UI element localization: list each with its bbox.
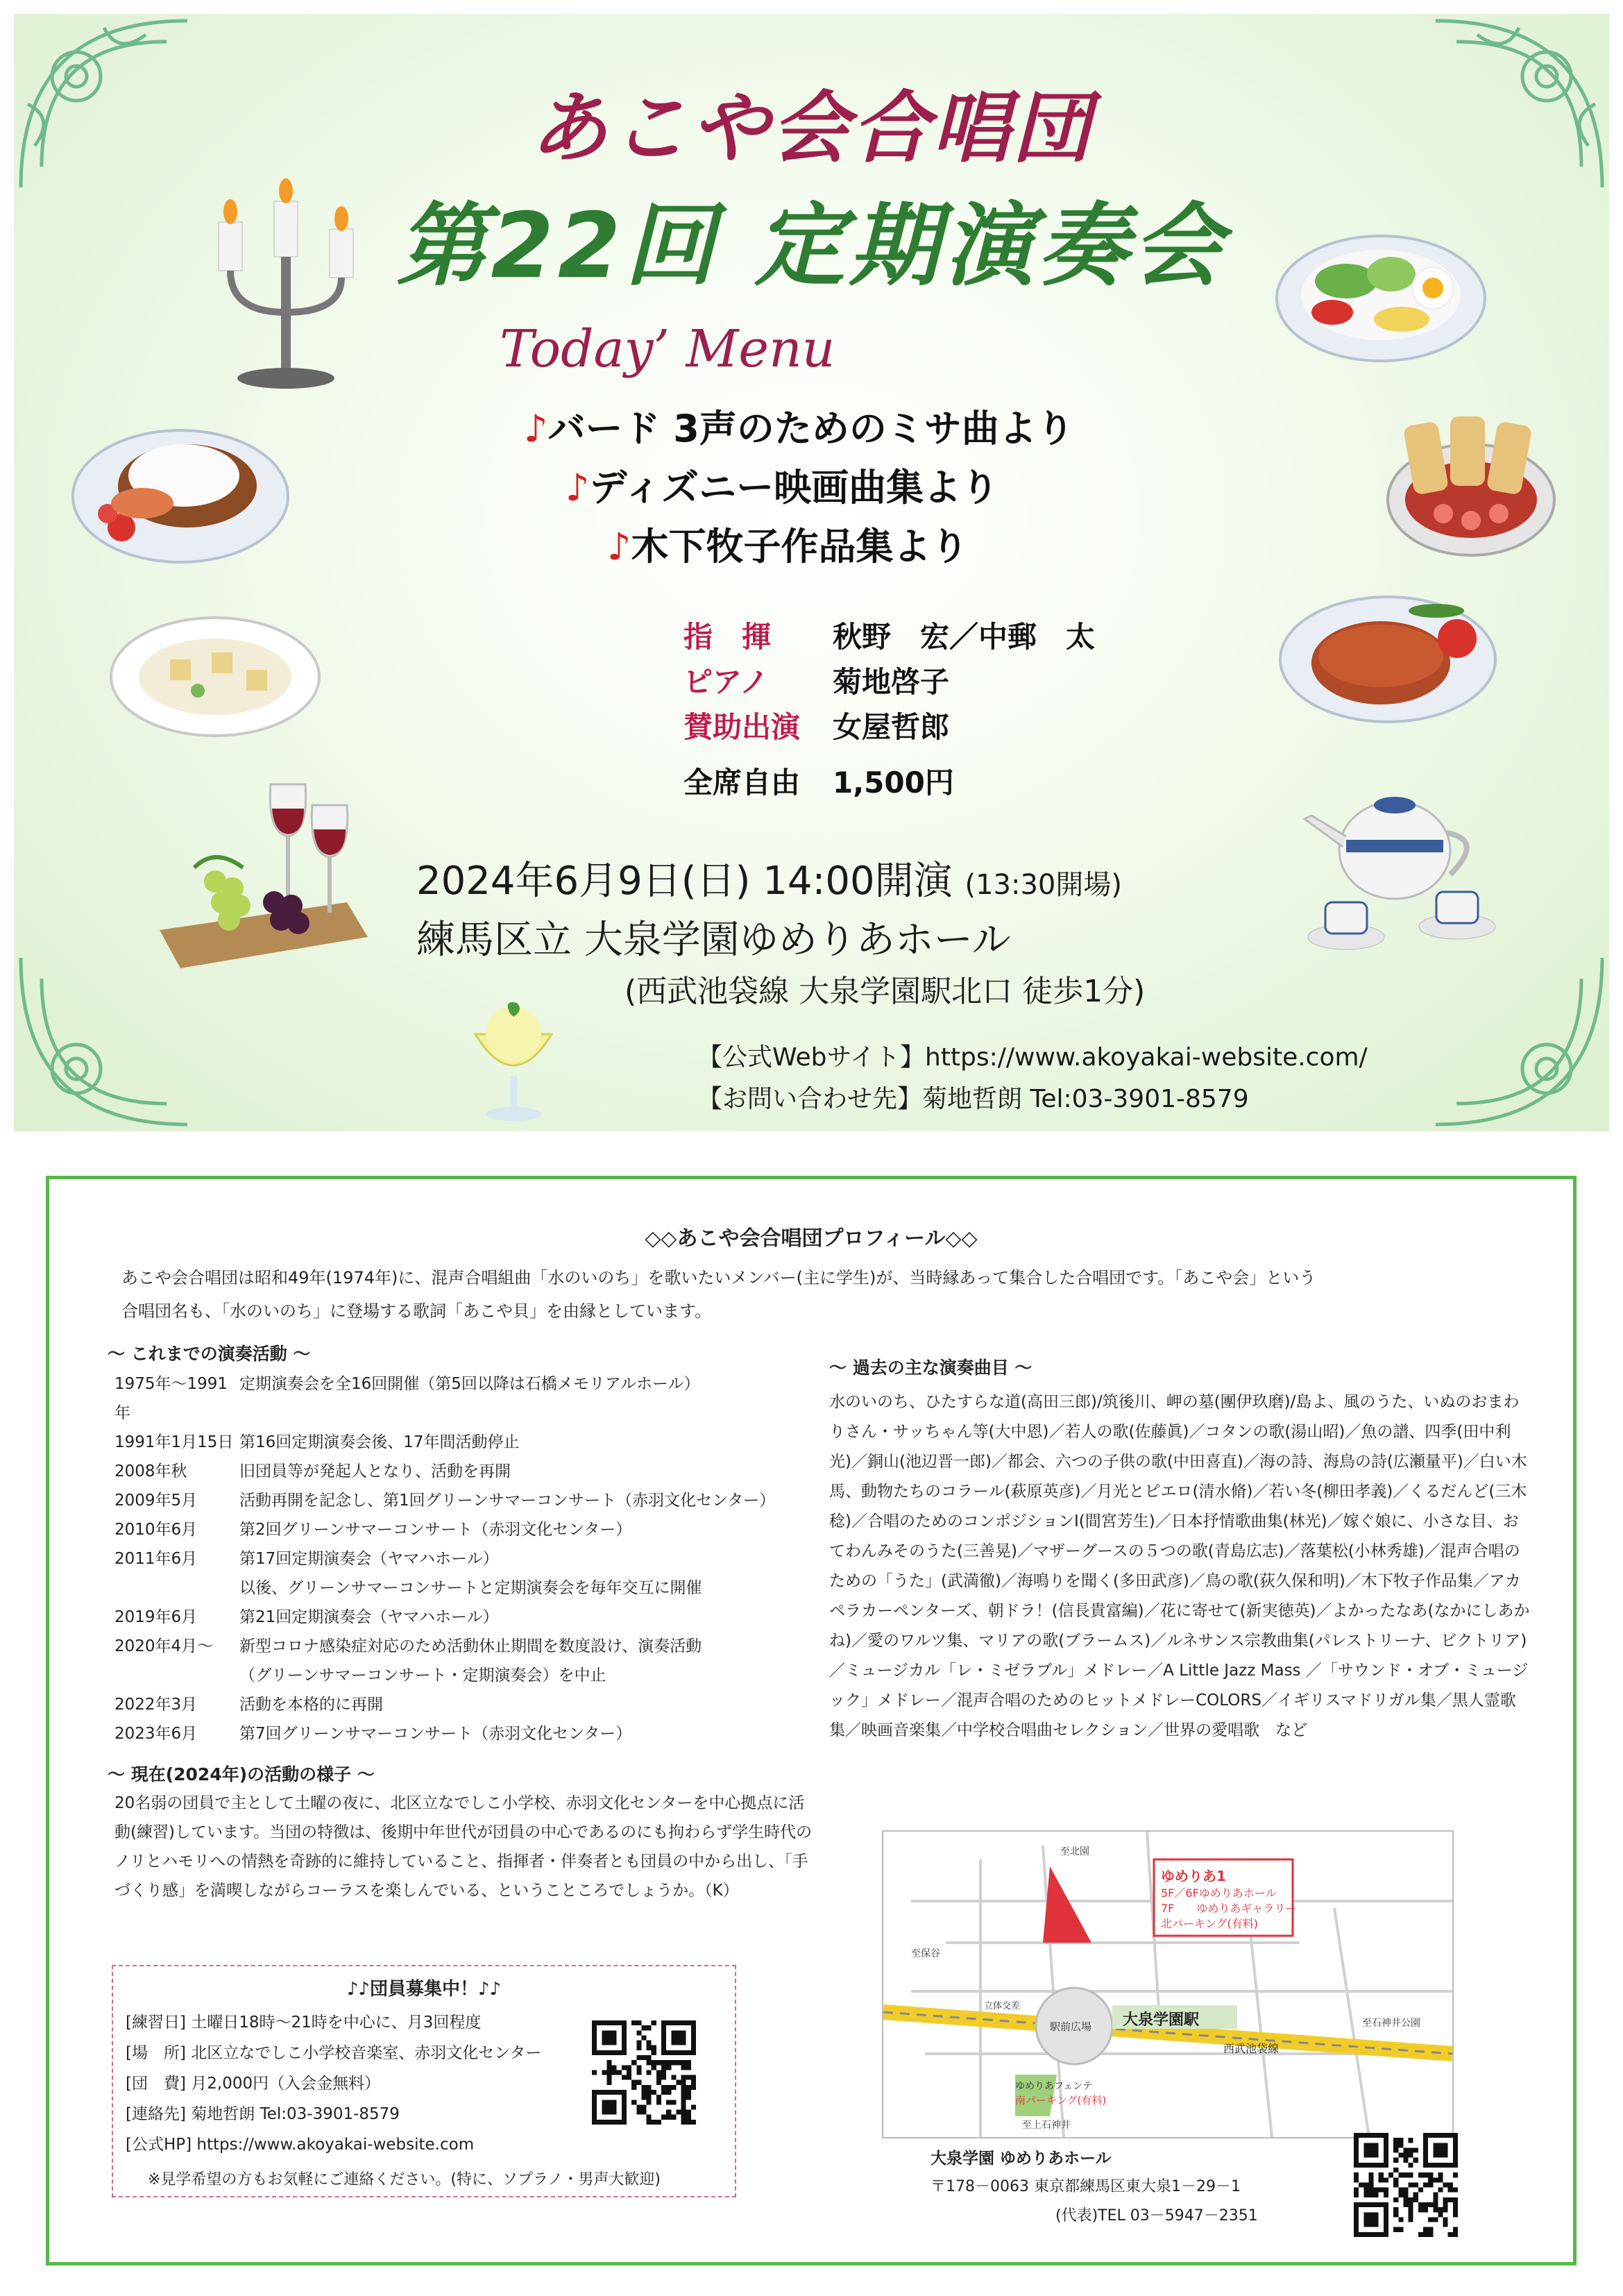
history-event: 活動を本格的に再開: [239, 1696, 383, 1714]
salad-plate-illustration: [1270, 215, 1492, 375]
profile-intro: [121, 1261, 1523, 1328]
recruitment-title: ♪♪団員募集中！♪♪: [346, 1979, 502, 2000]
candelabra-illustration: [198, 174, 378, 396]
recruit-homepage[interactable]: [公式HP] https://www.akoyakai-website.com: [126, 2136, 475, 2154]
price-label: 全席自由: [683, 766, 801, 800]
map-south-parking: 南パーキング(有料): [1015, 2094, 1107, 2107]
history-date: 2020年4月〜: [114, 1637, 214, 1655]
map-venue-address: 〒178－0063 東京都練馬区東大泉1－29－1: [931, 2178, 1241, 2195]
map-line-label: 西武池袋線: [1223, 2042, 1280, 2055]
bruschetta-bowl-illustration: [1381, 403, 1561, 562]
history-date: 2008年秋: [114, 1462, 187, 1480]
price-row: [683, 760, 954, 802]
profile-title: ◇◇あこや会合唱団プロフィール◇◇: [645, 1226, 978, 1251]
map-label-shakujii: 至石神井公園: [1362, 2018, 1420, 2029]
history-date: [114, 1573, 239, 1603]
history-event: 定期演奏会を全16回開催（第5回以降は石橋メモリアルホール）: [239, 1375, 700, 1393]
music-note-icon: ♪: [566, 466, 590, 509]
map-fente-label: ゆめりあフェンテ: [1015, 2081, 1093, 2092]
choir-profile-section: [46, 1176, 1577, 2265]
history-row: [114, 1544, 822, 1573]
history-event: 第7回グリーンサマーコンサート（赤羽文化センター）: [239, 1725, 632, 1743]
history-date: 2010年6月: [114, 1521, 198, 1539]
map-venue-tel: (代表)TEL 03－5947－2351: [1055, 2207, 1258, 2225]
history-date: 2011年6月: [114, 1550, 198, 1568]
history-date: 2019年6月: [114, 1608, 198, 1626]
choir-name-title: あこや会合唱団: [529, 83, 1094, 174]
venue-map: [882, 1830, 1454, 2138]
corner-ornament-bottom-left: [14, 951, 194, 1131]
doors-open-time: (13:30開場): [965, 869, 1122, 901]
steak-plate-illustration: [1277, 583, 1499, 729]
menu-item-text: ディズニー映画曲集より: [589, 466, 999, 509]
history-heading: 〜 これまでの演奏活動 〜: [108, 1344, 311, 1364]
history-event: （グリーンサマーコンサート・定期演奏会）を中止: [239, 1666, 606, 1685]
menu-item-kinoshita: [607, 517, 968, 571]
history-date: [114, 1661, 239, 1690]
history-event: 旧団員等が発起人となり、活動を再開: [239, 1462, 511, 1480]
map-building-label: ゆめりあ1: [1161, 1868, 1226, 1884]
music-note-icon: ♪: [524, 407, 548, 450]
history-event: 第21回定期演奏会（ヤマハホール）: [239, 1608, 499, 1626]
menu-item-text: バード 3声のためのミサ曲より: [547, 407, 1074, 450]
map-label-kamishakujii: 至上石神井: [1022, 2120, 1071, 2131]
website-qr-code-icon[interactable]: [592, 2020, 696, 2125]
concert-flyer: [14, 14, 1609, 1131]
conductor-label: 指 揮: [683, 620, 772, 654]
history-date: 1975年〜1991年: [114, 1375, 228, 1422]
guest-label: 賛助出演: [683, 710, 801, 744]
conductor-row: [683, 614, 1095, 656]
history-date: 2023年6月: [114, 1725, 198, 1743]
concert-title: 第22回 定期演奏会: [396, 193, 1227, 298]
wine-grapes-illustration: [139, 770, 389, 972]
recruit-place: [場 所] 北区立なでしこ小学校音楽室、赤羽文化センター: [126, 2044, 542, 2062]
history-row: [114, 1603, 822, 1632]
intro-line-1: あこや会合唱団は昭和49年(1974年)に、混声合唱組曲「水のいのち」を歌いたいメンバー(主に学生)が、当時縁あって集合した合唱団です。「あこや会」という: [121, 1268, 1316, 1288]
venue-access: (西武池袋線 大泉学園駅北口 徒歩1分): [624, 974, 1146, 1009]
history-row: [114, 1632, 822, 1661]
history-row: [114, 1661, 822, 1690]
history-list: [114, 1369, 822, 1748]
history-event: 第2回グリーンサマーコンサート（赤羽文化センター）: [239, 1521, 632, 1539]
history-row: [114, 1515, 822, 1544]
teapot-illustration: [1291, 777, 1520, 965]
menu-item-mass: [524, 399, 1074, 453]
menu-item-text: 木下牧子作品集より: [631, 525, 969, 568]
map-station-label: 大泉学園駅: [1123, 2011, 1200, 2029]
price-value: 1,500円: [833, 766, 954, 800]
date-text: 2024年6月9日(日) 14:00開演: [416, 859, 953, 904]
map-venue-name: 大泉学園 ゆめりあホール: [931, 2150, 1112, 2168]
history-row: [114, 1428, 822, 1457]
history-event: 活動再開を記念し、第1回グリーンサマーコンサート（赤羽文化センター）: [239, 1492, 776, 1510]
map-label-rittai: 立体交差: [984, 2001, 1021, 2011]
recruit-note: ※見学希望の方もお気軽にご連絡ください。(特に、ソプラノ・男声大歓迎): [148, 2171, 661, 2188]
piano-row: [683, 659, 949, 701]
history-row: [114, 1457, 822, 1486]
recruit-contact: [連絡先] 菊地哲朗 Tel:03-3901-8579: [126, 2105, 400, 2123]
history-date: 2022年3月: [114, 1696, 198, 1714]
repertoire-heading: 〜 過去の主な演奏曲目 〜: [829, 1358, 1033, 1378]
recruitment-box: [112, 1965, 736, 2197]
recruit-practice-day: [練習日] 土曜日18時〜21時を中心に、月3回程度: [126, 2014, 482, 2032]
history-event: 第16回定期演奏会後、17年間活動停止: [239, 1433, 520, 1451]
history-event: 以後、グリーンサマーコンサートと定期演奏会を毎年交互に開催: [239, 1579, 702, 1597]
history-event: 新型コロナ感染症対応のため活動休止期間を数度設け、演奏活動: [239, 1637, 702, 1655]
repertoire-text: 水のいのち、ひたすらな道(高田三郎)/筑後川、岬の墓(團伊玖磨)/島よ、風のうた、いぬのおまわりさん・サッちゃん等(大中恩)／若人の歌(佐藤眞)／コタンの歌(湯山昭)／魚の譜、四季(田中利光)／銅山(池辺晋一郎)／都会、六つの子供の歌(中田喜直)／海の詩、海鳥の詩(広瀬量平)／白い木馬、動物たちのコラール(萩原英彦)／月光とピエロ(清水脩)／若い冬(柳田孝義)／くるだんど(三木稔)／合唱のためのコンポジションⅠ(間宮芳生)／日本抒情歌曲集(林光)／嫁ぐ娘に、小さな目、おてわんみそのうた(三善晃)／マザーグースの５つの歌(青島広志)／落葉松(小林秀雄)／混声合唱のための「うた」(武満徹)／海鳴りを聞く(多田武彦)／鳥の歌(荻久保和明)／木下牧子作品集／アカペラカーペンターズ、朝ドラ！(信長貴富編)／花に寄せて(新実徳英)／よかったなあ(なかにしあかね)／愛のワルツ集、マリアの歌(ブラームス)／ルネサンス宗教曲集(パレストリーナ、ビクトリア)／ミュージカル「レ・ミゼラブル」メドレー／A Little Jazz Mass ／「サウンド・オブ・ミュージック」メドレー／混声合唱のためのヒットメドレーCOLORS／イギリスマドリガル集／黒人霊歌集／映画音楽集／中学校合唱曲セレクション／世界の愛唱歌 など: [829, 1393, 1530, 1739]
history-date: 2009年5月: [114, 1492, 198, 1510]
history-date: 1991年1月15日: [114, 1433, 234, 1451]
piano-label: ピアノ: [683, 665, 769, 699]
gratin-bowl-illustration: [108, 611, 323, 743]
guest-value: 女屋哲郎: [833, 710, 950, 744]
map-plaza-label: 駅前広場: [1050, 2020, 1092, 2033]
intro-line-2: 合唱団名も、「水のいのち」に登場する歌詞「あこや貝」を由縁としています。: [121, 1301, 712, 1321]
menu-item-disney: [566, 458, 999, 512]
guest-row: [683, 704, 949, 746]
venue-qr-code-icon[interactable]: [1354, 2133, 1458, 2237]
history-row: [114, 1573, 822, 1603]
history-row: [114, 1719, 822, 1748]
map-label-kitaen: 至北園: [1060, 1846, 1089, 1857]
dessert-glass-illustration: [461, 999, 566, 1131]
piano-value: 菊地啓子: [833, 665, 950, 699]
menu-heading: Today’ Menu: [500, 319, 835, 379]
venue-name: 練馬区立 大泉学園ゆめりあホール: [416, 918, 1011, 963]
hamburg-steak-plate-illustration: [66, 410, 295, 569]
current-activity-text: 20名弱の団員で主として土曜の夜に、北区立なでしこ小学校、赤羽文化センターを中心拠点に活動(練習)しています。当団の特徴は、後期中年世代が団員の中心であるのにも拘わらず学生時代のノリとハモリへの情熱を奇跡的に維持していること、指揮者・伴奏者とも団員の中から出し、「手づくり感」を満喫しながらコーラスを楽しんでいる、ということころでしょうか。（K）: [114, 1794, 813, 1900]
conductor-value: 秋野 宏／中郵 太: [833, 620, 1096, 654]
corner-ornament-bottom-right: [1429, 951, 1609, 1131]
map-label-hoya: 至保谷: [911, 1948, 940, 1959]
official-website[interactable]: 【公式Webサイト】https://www.akoyakai-website.com/: [697, 1043, 1368, 1072]
history-row: [114, 1486, 822, 1515]
current-activity-heading: 〜 現在(2024年)の活動の様子 〜: [108, 1764, 375, 1784]
contact-info: 【お問い合わせ先】菊地哲朗 Tel:03-3901-8579: [697, 1085, 1249, 1113]
recruit-fee: [団 費] 月2,000円（入会金無料）: [126, 2075, 381, 2093]
concert-date: [416, 850, 1122, 906]
map-floor-hall: 5F／6Fゆめりあホール: [1161, 1886, 1277, 1900]
history-row: [114, 1369, 822, 1428]
map-floor-gallery: 7F ゆめりあギャラリー: [1161, 1902, 1297, 1915]
map-north-parking: 北パーキング(有料): [1161, 1917, 1259, 1930]
history-event: 第17回定期演奏会（ヤマハホール）: [239, 1550, 499, 1568]
history-row: [114, 1690, 822, 1719]
music-note-icon: ♪: [607, 525, 631, 568]
